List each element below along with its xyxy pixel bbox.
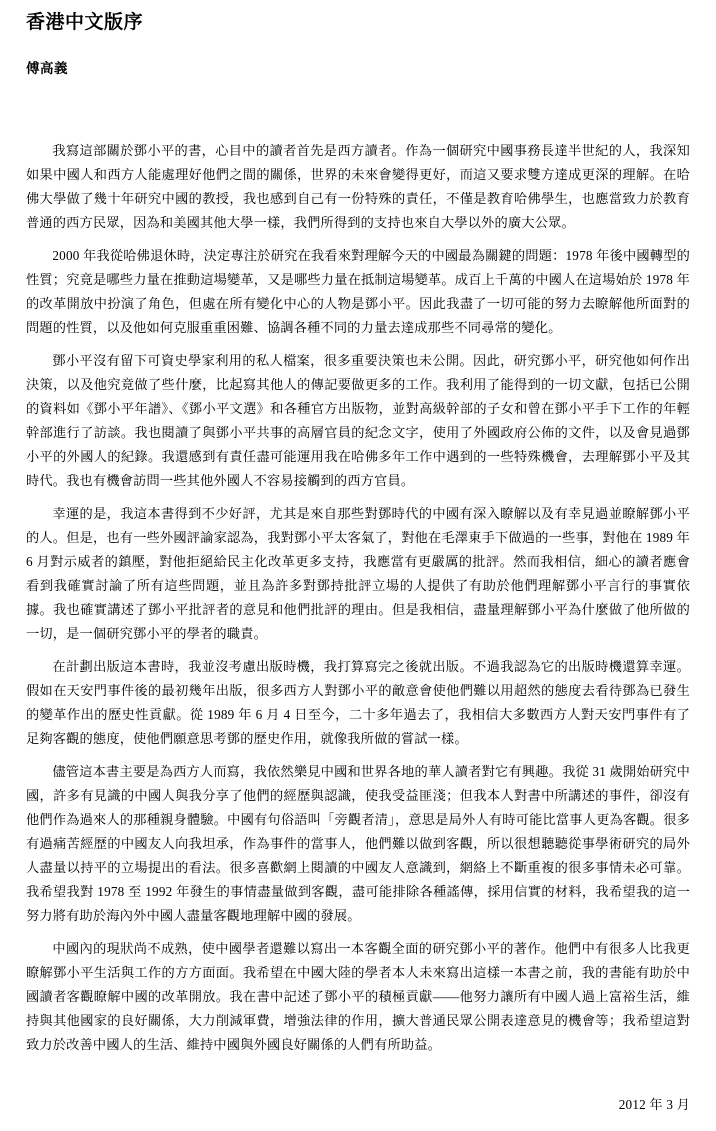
paragraph: 2000 年我從哈佛退休時，決定專注於研究在我看來對理解今天的中國最為關鍵的問題：1978 年後中國轉型的性質；究竟是哪些力量在推動這場變革，又是哪些力量在抵制這場變革。成百上千萬的中國人在這場始於 1978 年的改革開放中扮演了角色，但處在所有變化中心的人物是鄧小平。因此我盡了一切可能的努力去瞭解他所面對的問題的性質，以及他如何克服重重困難、協調各種不同的力量去達成那些不同尋常的變化。 [26,247,690,335]
paragraph: 中國內的現狀尚不成熟，使中國學者還難以寫出一本客觀全面的研究鄧小平的著作。他們中有很多人比我更瞭解鄧小平生活與工作的方方面面。我希望在中國大陸的學者本人未來寫出這樣一本書之前，我的書能有助於中國讀者客觀瞭解中國的改革開放。我在書中記述了鄧小平的積極貢獻——他努力讓所有中國人過上富裕生活，維持與其他國家的良好關係，大力削減軍費，增強法律的作用，擴大普通民眾公開表達意見的機會等；我希望這對致力於改善中國人的生活、維持中國與外國良好關係的人們有所助益。 [26,941,690,1053]
page-title: 香港中文版序 [26,12,144,33]
document-body [26,139,690,1058]
date-line: 2012 年 3 月 [618,1097,690,1112]
author-name: 傅高義 [26,60,68,76]
paragraph: 幸運的是，我這本書得到不少好評，尤其是來自那些對鄧時代的中國有深入瞭解以及有幸見過並瞭解鄧小平的人。但是，也有一些外國評論家認為，我對鄧小平太客氣了，對他在毛澤東手下做過的一些事，對他在 1989 年 6 月對示威者的鎮壓，對他拒絕給民主化改革更多支持，我應當有更嚴厲的批評。然而我相信，細心的讀者應會看到我確實討論了所有這些問題，並且為許多對鄧持批評立場的人提供了有助於他們理解鄧小平言行的事實依據。我也確實講述了鄧小平批評者的意見和他們批評的理由。但是我相信，盡量理解鄧小平為什麼做了他所做的一切，是一個研究鄧小平的學者的職責。 [26,506,690,642]
paragraph: 我寫這部關於鄧小平的書，心目中的讀者首先是西方讀者。作為一個研究中國事務長達半世紀的人，我深知如果中國人和西方人能處理好他們之間的關係，世界的未來會變得更好，而這又要求雙方達成更深的理解。在哈佛大學做了幾十年研究中國的教授，我也感到自己有一份特殊的責任，不僅是教育哈佛學生，也應當致力於教育普通的西方民眾，因為和美國其他大學一樣，我們所得到的支持也來自大學以外的廣大公眾。 [26,142,690,230]
paragraph: 儘管這本書主要是為西方人而寫，我依然樂見中國和世界各地的華人讀者對它有興趣。我從 31 歲開始研究中國，許多有見識的中國人與我分享了他們的經歷與認識，使我受益匪淺；但我本人對書中所講述的事件，卻沒有他們作為過來人的那種親身體驗。中國有句俗語叫「旁觀者清」，意思是局外人有時可能比當事人更為客觀。很多有過痛苦經歷的中國友人向我坦承，作為事件的當事人，他們難以做到客觀，所以很想聽聽從事學術研究的局外人盡量以持平的立場提出的看法。很多喜歡網上閱讀的中國友人意識到，網絡上不斷重複的很多事情未必可靠。我希望我對 1978 至 1992 年發生的事情盡量做到客觀，盡可能排除各種謠傳，採用信實的材料，我希望我的這一努力將有助於海內外中國人盡量客觀地理解中國的發展。 [26,764,690,924]
paragraph: 鄧小平沒有留下可資史學家利用的私人檔案，很多重要決策也未公開。因此，研究鄧小平，研究他如何作出決策，以及他究竟做了些什麼，比起寫其他人的傳記要做更多的工作。我利用了能得到的一切文獻，包括已公開的資料如《鄧小平年譜》、《鄧小平文選》和各種官方出版物，並對高級幹部的子女和曾在鄧小平手下工作的年輕幹部進行了訪談。我也閱讀了與鄧小平共事的高層官員的紀念文字，使用了外國政府公佈的文件，以及會見過鄧小平的外國人的紀錄。我還感到有責任盡可能運用我在哈佛多年工作中遇到的一些特殊機會，去理解鄧小平及其時代。我也有機會訪問一些其他外國人不容易接觸到的西方官員。 [26,352,690,488]
paragraph: 在計劃出版這本書時，我並沒考慮出版時機，我打算寫完之後就出版。不過我認為它的出版時機還算幸運。假如在天安門事件後的最初幾年出版，很多西方人對鄧小平的敵意會使他們難以用超然的態度去看待鄧為已發生的變革作出的歷史性貢獻。從 1989 年 6 月 4 日至今，二十多年過去了，我相信大多數西方人對天安門事件有了足夠客觀的態度，使他們願意思考鄧的歷史作用，就像我所做的嘗試一樣。 [26,659,690,747]
